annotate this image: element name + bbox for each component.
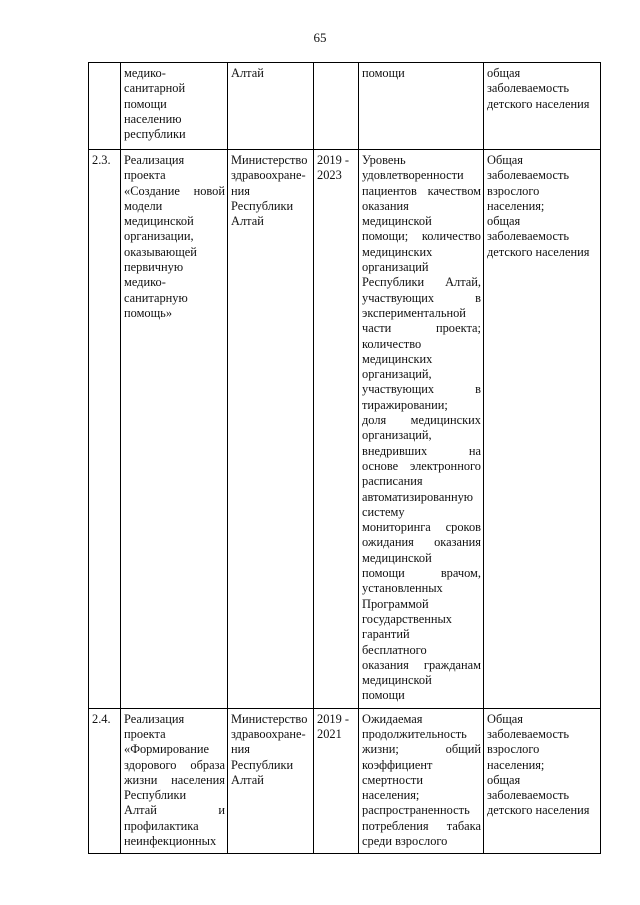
cell-text-line: профилактика [124,818,199,833]
cell-text-line: помощи врачом, [362,566,481,581]
cell-text-line: Уровень [362,153,406,167]
table-row [89,63,601,150]
cell-text-line: медицинской [362,550,432,565]
cell-text-line: экспериментальной [362,305,466,320]
cell-number [89,63,121,150]
cell-text-line: внедривших на [362,443,481,458]
program-activities-table [88,62,601,854]
cell-text-line: «Создание новой [124,183,225,198]
cell-text-line: бесплатного [362,642,427,657]
cell-activity-name: медико- санитарной помощи населению республики [121,63,228,150]
table-row [89,708,601,854]
cell-executor: Министерство здравоохране- ния Республики Алтай [228,708,314,854]
cell-text-line: гарантий [362,627,410,642]
cell-text-line: распространенность [362,803,470,818]
cell-result: Общая заболеваемость взрослого населения; общая заболеваемость детского населения [484,708,601,854]
cell-text-line: Алтай и [124,803,225,818]
cell-text-line: продолжительность [362,726,467,741]
cell-text-line: медицинской [124,214,194,229]
cell-indicators: помощи [359,63,484,150]
cell-text-line: смертности [362,772,423,787]
cell-result: Общая заболеваемость взрослого населения; общая заболеваемость детского населения [484,150,601,709]
cell-text-line: ожидания оказания [362,535,481,550]
cell-text-line: проекта [124,726,166,741]
cell-text-line: помощи [362,688,405,703]
cell-text-line: помощи; количество [362,229,481,244]
cell-text-line: тиражировании; [362,397,448,412]
cell-text-line: медицинских [362,244,433,259]
cell-text-line: помощь» [124,305,173,320]
cell-text-line: проекта [124,168,166,183]
cell-text-line: населения; [362,788,420,803]
cell-text-line: доля медицинских [362,413,481,428]
cell-text-line: пациентов качеством [362,183,481,198]
cell-text-line: организации, [124,229,194,244]
cell-result: общая заболеваемость детского населения [484,63,601,150]
cell-number: 2.3. [89,150,121,709]
cell-text-line: участвующих в [362,382,481,397]
cell-text-line: санитарную [124,290,188,305]
cell-text-line: Республики Алтай, [362,275,481,290]
cell-executor: Министерство здравоохране- ния Республики Алтай [228,150,314,709]
cell-text-line: модели [124,198,163,213]
cell-text-line: неинфекционных [124,834,217,849]
cell-text-line: здорового образа [124,757,225,772]
cell-text-line: первичную [124,260,184,275]
cell-text-line: систему [362,504,405,519]
cell-period: 2019 - 2023 [314,150,359,709]
cell-text-line: Реализация [124,153,185,167]
cell-text-line: медицинской [362,673,432,688]
page-number: 65 [313,30,327,45]
cell-text-line: «Формирование [124,742,209,757]
cell-indicators [359,708,484,854]
cell-text-line: Программой [362,596,429,611]
cell-activity-name [121,708,228,854]
table-row [89,150,601,709]
cell-text-line: Республики [124,788,187,803]
cell-text-line: медицинских [362,351,433,366]
cell-text-line: количество [362,336,422,351]
cell-text-line: медицинской [362,214,432,229]
cell-text-line: части проекта; [362,321,481,336]
cell-text-line: государственных [362,611,453,626]
cell-text-line: потребления табака [362,818,481,833]
cell-period [314,63,359,150]
cell-text-line: расписания [362,474,423,489]
cell-text-line: автоматизированную [362,489,474,504]
cell-text-line: оказания гражданам [362,657,481,672]
cell-text-line: основе электронного [362,458,481,473]
cell-text-line: жизни; общий [362,742,481,757]
cell-text-line: среди взрослого [362,834,448,849]
cell-text-line: жизни населения [124,772,225,787]
cell-text-line: организаций, [362,428,432,443]
cell-text-line: организаций [362,260,429,275]
cell-indicators [359,150,484,709]
cell-activity-name [121,150,228,709]
cell-number: 2.4. [89,708,121,854]
cell-text-line: участвующих в [362,290,481,305]
cell-text-line: оказания [362,198,409,213]
cell-period: 2019 - 2021 [314,708,359,854]
cell-text-line: мониторинга сроков [362,520,481,535]
cell-text-line: коэффициент [362,757,433,772]
cell-text-line: Реализация [124,711,185,726]
cell-text-line: Ожидаемая [362,711,423,726]
cell-text-line: организаций, [362,367,432,382]
cell-text-line: установленных [362,581,443,596]
cell-text-line: медико- [124,275,166,290]
cell-text-line: удовлетворенности [362,168,464,183]
cell-text-line: оказывающей [124,244,197,259]
cell-executor: Алтай [228,63,314,150]
